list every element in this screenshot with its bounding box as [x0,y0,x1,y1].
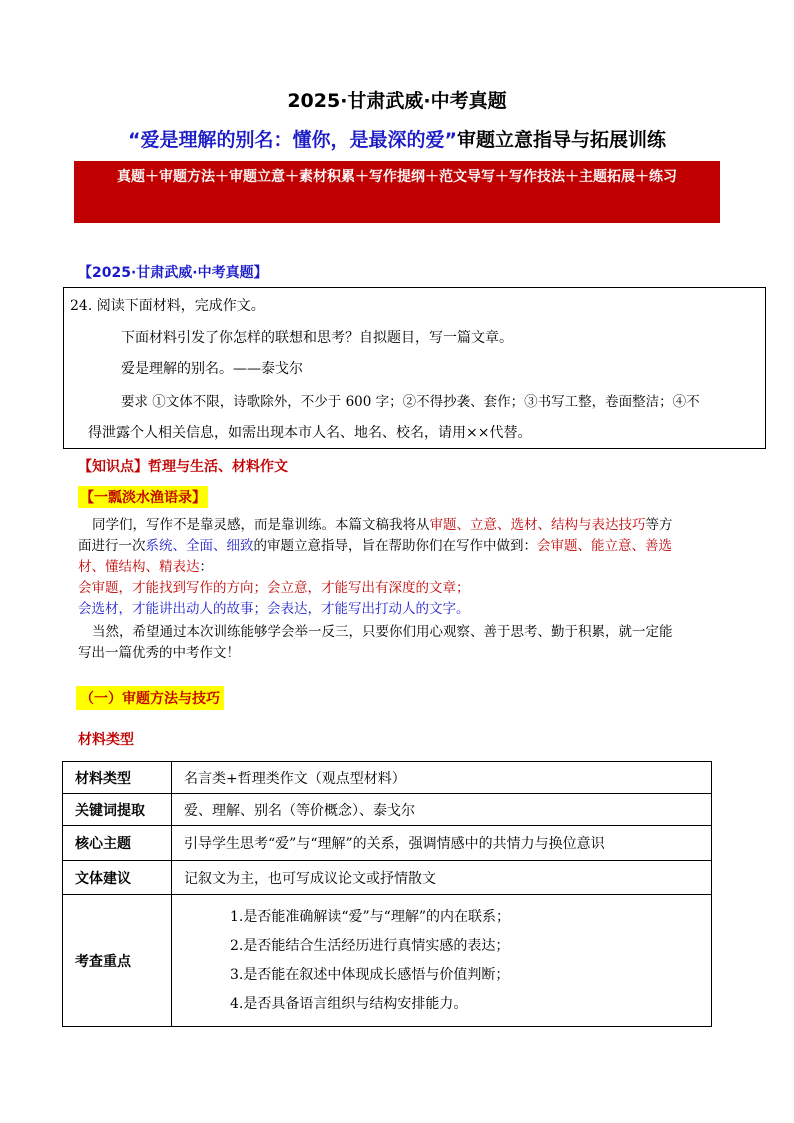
table-key: 材料类型 [63,762,172,794]
table-key: 考查重点 [63,895,172,1027]
table-key: 文体建议 [63,861,172,895]
table-row [63,762,712,794]
question-line-2: 下面材料引发了你怎样的联想和思考？自拟题目，写一篇文章。 [121,330,513,346]
quote-line-6: 当然，希望通过本次训练能够学会举一反三，只要你们用心观察、善于思考、勤于积累，就一定能 [92,624,673,640]
analysis-table [62,761,712,1027]
page-subtitle [0,125,794,152]
quote-line-7: 写出一篇优秀的中考作文！ [78,645,240,661]
section-label: （一）审题方法与技巧 [76,686,224,710]
exam-label: 【2025·甘肃武威·中考真题】 [78,265,268,281]
focus-item: 4.是否具备语言组织与结构安排能力。 [230,995,468,1012]
subtitle-quote: “爱是理解的别名：懂你，是最深的爱” [128,129,457,151]
table-row [63,826,712,861]
quote-line-3: 材、懂结构、精表达： [78,559,213,575]
table-value: 爱、理解、别名（等价概念）、泰戈尔 [172,794,712,826]
focus-item: 1.是否能准确解读“爱”与“理解”的内在联系； [230,908,510,925]
table-value: 名言类+哲理类作文（观点型材料） [172,762,712,794]
question-line-4: 要求 ①文体不限，诗歌除外，不少于 600 字；②不得抄袭、套作；③书写工整，卷面整洁；④不 [121,394,700,410]
table-row [63,794,712,826]
quote-line-1: 同学们，写作不是靠灵感，而是靠训练。本篇文稿我将从审题、立意、选材、结构与表达技巧等方 [92,517,673,533]
quote-line-2: 面进行一次系统、全面、细致的审题立意指导，旨在帮助你们在写作中做到：会审题、能立意、善选 [78,538,672,554]
question-line-3: 爱是理解的别名。——泰戈尔 [121,361,303,377]
question-line-1: 24. 阅读下面材料，完成作文。 [70,298,265,314]
focus-list [172,895,712,1027]
table-row [63,861,712,895]
material-type-label: 材料类型 [78,732,134,748]
quotes-label: 【一瓢淡水渔语录】 [78,486,208,508]
page-title: 2025·甘肃武威·中考真题 [287,90,507,112]
subtitle-rest: 审题立意指导与拓展训练 [456,129,666,151]
question-line-5: 得泄露个人相关信息，如需出现本市人名、地名、校名，请用××代替。 [88,425,532,441]
table-row [63,895,712,1027]
contents-banner: 真题＋审题方法＋审题立意＋素材积累＋写作提纲＋范文导写＋写作技法＋主题拓展＋练习 [74,161,720,223]
quote-line-4: 会审题，才能找到写作的方向；会立意，才能写出有深度的文章； [78,580,470,596]
table-value: 引导学生思考“爱”与“理解”的关系，强调情感中的共情力与换位意识 [172,826,712,861]
quote-line-5: 会选材，才能讲出动人的故事；会表达，才能写出打动人的文字。 [78,601,470,617]
table-value: 记叙文为主，也可写成议论文或抒情散文 [172,861,712,895]
focus-item: 3.是否能在叙述中体现成长感悟与价值判断； [230,966,510,983]
knowledge-point: 【知识点】哲理与生活、材料作文 [78,459,288,475]
table-key: 关键词提取 [63,794,172,826]
focus-item: 2.是否能结合生活经历进行真情实感的表达； [230,937,510,954]
table-key: 核心主题 [63,826,172,861]
